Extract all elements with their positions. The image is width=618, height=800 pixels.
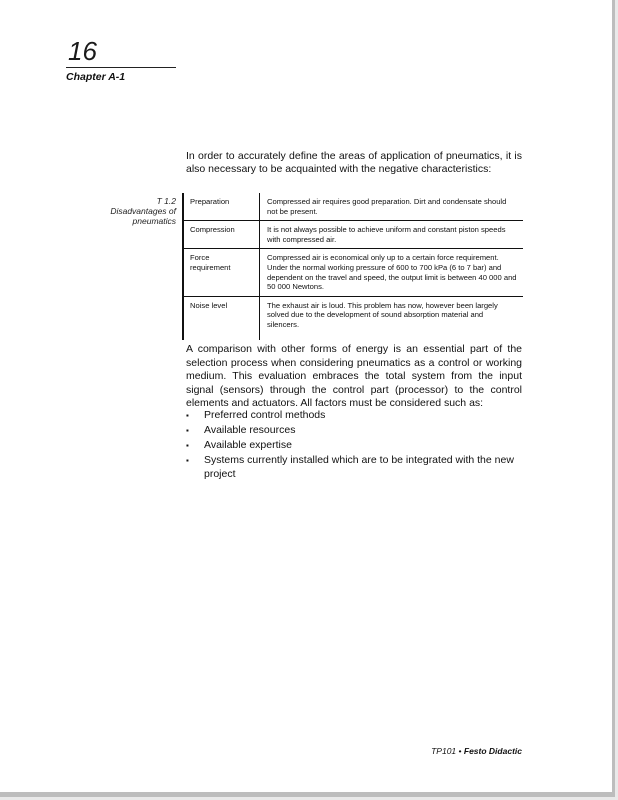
- table-caption: [96, 196, 176, 226]
- table-row: [183, 193, 523, 221]
- bullet-icon: ▪: [186, 456, 189, 465]
- intro-paragraph: In order to accurately define the areas of application of pneumatics, it is also necessary to be acquainted with the negative characteristics:: [186, 150, 522, 175]
- list-item-text: Preferred control methods: [204, 409, 326, 421]
- list-item: [186, 454, 522, 481]
- footer-separator: •: [458, 746, 462, 756]
- chapter-label: Chapter A-1: [66, 71, 126, 83]
- factor-list: [186, 409, 522, 483]
- list-item-text: Available resources: [204, 424, 296, 436]
- bullet-icon: ▪: [186, 411, 189, 420]
- header-rule: [66, 67, 176, 68]
- list-item-text: Available expertise: [204, 439, 292, 451]
- description-cell: Compressed air is economical only up to a certain force requirement. Under the normal working pressure of 600 to 700 kPa (6 to 7 bar) and dependent on the travel and speed, the output limit is between 40 000 and 50 000 Newtons.: [260, 249, 524, 296]
- term-cell: Noise level: [183, 296, 260, 339]
- bullet-icon: ▪: [186, 426, 189, 435]
- list-item: [186, 424, 522, 438]
- description-cell: It is not always possible to achieve uniform and constant piston speeds with compressed air.: [260, 221, 524, 249]
- table-caption-line2: pneumatics: [132, 216, 176, 226]
- page-footer: [400, 746, 522, 756]
- footer-brand: Festo Didactic: [463, 746, 522, 756]
- table-row: [183, 296, 523, 339]
- table-row: [183, 249, 523, 296]
- term-cell: Compression: [183, 221, 260, 249]
- disadvantages-table: [182, 193, 523, 340]
- bullet-icon: ▪: [186, 441, 189, 450]
- list-item: [186, 409, 522, 423]
- term-cell: Force requirement: [183, 249, 260, 296]
- list-item-text: Systems currently installed which are to be integrated with the new project: [204, 454, 514, 480]
- table-caption-line1: Disadvantages of: [110, 206, 176, 216]
- description-cell: The exhaust air is loud. This problem has now, however been largely solved due to the development of sound absorption material and silencers.: [267, 300, 498, 329]
- list-item: [186, 439, 522, 453]
- table-row: [183, 221, 523, 249]
- table-caption-id: T 1.2: [156, 196, 176, 206]
- footer-code: TP101: [431, 746, 457, 756]
- page-number: 16: [68, 36, 97, 66]
- term-cell: Preparation: [183, 193, 260, 221]
- comparison-paragraph: A comparison with other forms of energy is an essential part of the selection process when considering pneumatics as a control or working medium. This evaluation embraces the total system from the input signal (sensors) through the control part (processor) to the control elements and actuators. All factors must be considered such as:: [186, 343, 522, 409]
- description-cell: Compressed air requires good preparation. Dirt and condensate should not be present.: [260, 193, 524, 221]
